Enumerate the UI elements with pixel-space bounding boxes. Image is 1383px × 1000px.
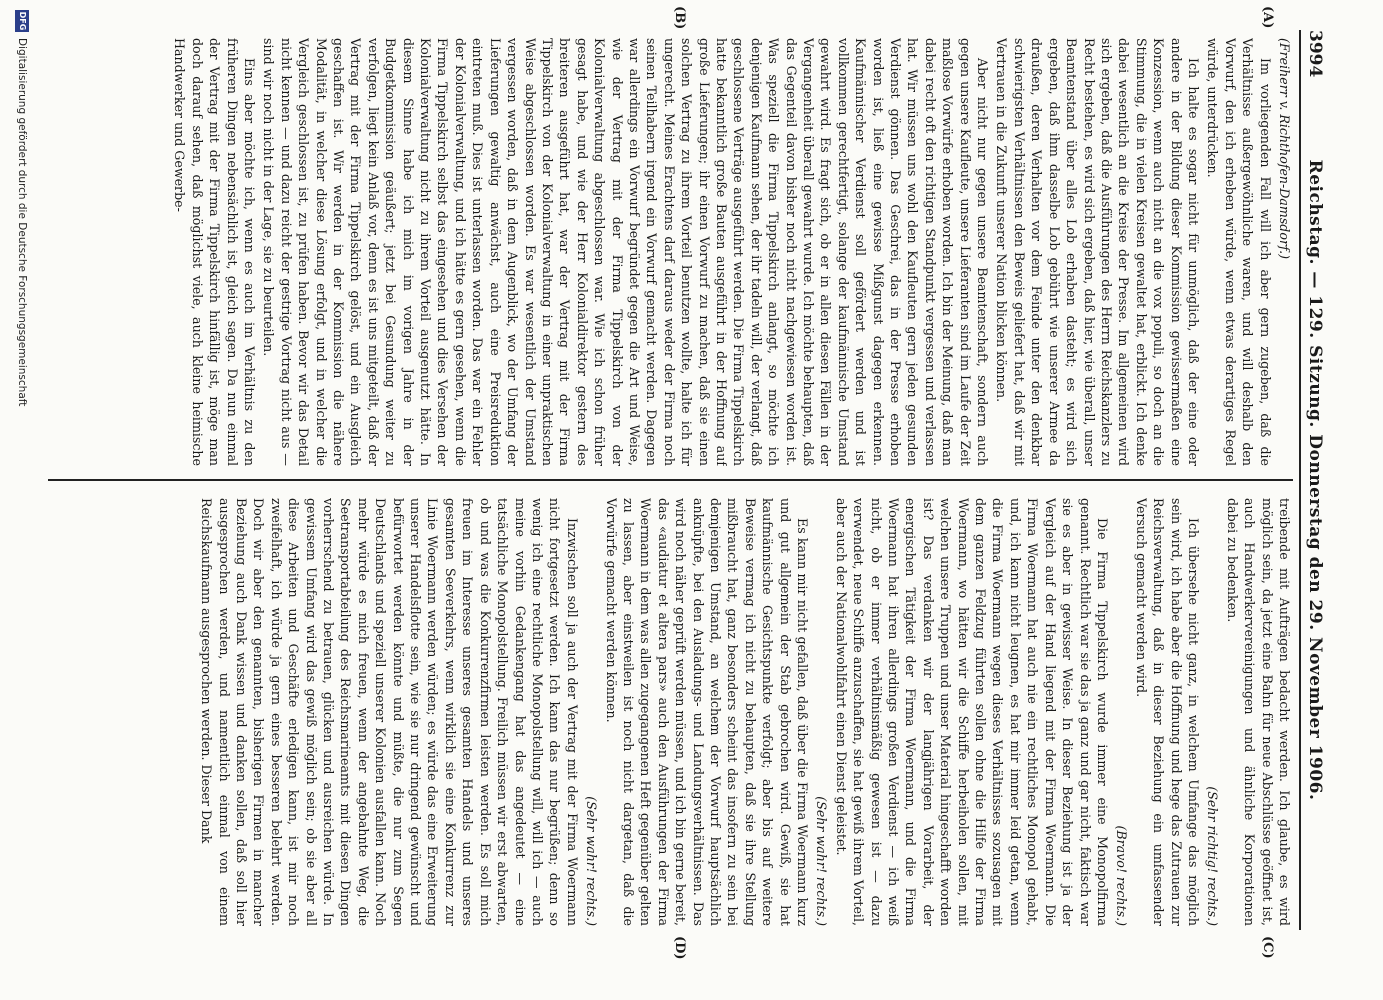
- paragraph: Inzwischen soll ja auch der Vertrag mit der Firma Woermann nicht fortgesetzt werden. Ich kann das nur begrüßen; denn so wenig ich eine rechtliche Monopolstellung will, will ich — auch meine vorhin Gedankengang hat das angedeutet — eine tatsächliche Monopolstellung. Freilich müssen wir erst abwarten, ob und was die Konkurrenzfirmen leisten werden. Es soll mich freuen im Interesse unseres gesamten Handels und unseres gesamten Seeverkehrs, wenn wirklich sie eine Konkurrenz zur Linie Woermann werden würden; es würde das eine Erweiterung unserer Handelsflotte sein, wie sie nur dringend gewünscht und befürwortet werden könnte und müßte, die nur zum Segen Deutschlands und speziell unserer Kolonien ausfallen kann. Noch mehr würde es mich freuen, wenn der angebahnte Weg, die Seetransportabteilung des Reichsmarineamts mit diesen Dingen vorherrschend zu betrauen, glücken und ausreichen würde. In gewissem Umfang wird das gewiß möglich sein; ob sie aber all diese Arbeiten und Geschäfte erledigen kann, ist mir noch zweifelhaft, ich würde ja gern eines besseren belehrt werden. Doch wir aber den genannten, bisherigen Firmen in mancher Beziehung auch Dank wissen und danken sollen, daß soll hier ausgesprochen werden, und namentlich einmal von einem Reichskaufmann ausgesprochen werden. Dieser Dank: [199, 498, 580, 926]
- digitization-credit: [15, 0, 29, 950]
- margin-marker-c: (C): [1260, 936, 1275, 959]
- paragraph: Im vorliegenden Fall will ich aber gern zugeben, daß die Verhältnisse außergewöhnliche waren, und will deshalb den Vorwurf, den ich erheben würde, wenn etwas derartiges Regel würde, unterdrücken.: [1205, 38, 1273, 466]
- speaker-line: (Freiherr v. Richthofen-Damsdorf.): [1277, 38, 1292, 260]
- running-title: Reichstag. — 129. Sitzung. Donnerstag den 29. November 1906.: [1305, 159, 1325, 801]
- paragraph: Eins aber möchte ich, wenn es auch im Verhältnis zu den früheren Dingen nebensächlich ist, gleich sagen. Da nun einmal der Vertrag mit der Firma Tippelskirch hinfällig ist, möge man doch darauf sehen, daß möglichst viele, auch kleine heimische Handwerker und Gewerbe-: [172, 38, 258, 466]
- paragraph: Die Firma Tippelskirch wurde immer eine Monopolfirma genannt. Rechtlich war sie das ja ganz und gar nicht, faktisch war sie es aber in gewisser Weise. In dieser Beziehung ist ja der Vergleich auf der Hand liegend mit der Firma Woermann. Die Firma Woermann hat auch nie ein rechtliches Monopol gehabt, und, ich kann nicht leugnen, es hat mir immer leid getan, wenn die Firma Woermann wegen dieses Verhältnisses sozusagen mit dem ganzen Feldzug führten sollen ohne die Hilfe der Firma Woermann, wo hätten wir die Schiffe herbeiholen sollen, mit welchen unsere Truppen und unser Material hingeschafft worden ist? Das verdanken wir der langjährigen Vorarbeit, der energischen Tätigkeit der Firma Woermann, und die Firma Woermann hat ihren allerdings großen Verdienst — ich weiß nicht, ob er immer verhältnismäßig gewesen ist — dazu verwendet, neue Schiffe anzuschaffen, sie hat gewiß ihrem Vorteil, aber auch der Nationalwohlfahrt einen Dienst geleistet.: [833, 498, 1110, 926]
- page-body: [37, 6, 1327, 960]
- page-number: 3994: [1305, 30, 1325, 78]
- left-column: [48, 38, 1293, 466]
- remark: (Sehr wahr! rechts.): [584, 796, 600, 926]
- paragraph: treibende mit Aufträgen bedacht werden. Ich glaube, es wird möglich sein, da jetzt eine Bahn für neue Abschlüsse geöffnet ist, auch Handwerkervereinigungen und ähnliche Korporationen dabei zu bedenken.: [1224, 498, 1292, 926]
- margin-marker-b: (B): [672, 6, 687, 30]
- right-column: [48, 498, 1293, 926]
- dfg-logo: DFG: [15, 10, 29, 32]
- running-head: [1299, 30, 1327, 930]
- paragraph: Aber nicht nur gegen unsere Beamtenschaft, sondern auch gegen unsere Kaufleute, unsere Lieferanten sind im Laufe der Zeit maßlose Vorwürfe erhoben worden. Ich bin der Meinung, daß man dabei recht oft den richtigen Standpunkt vergessen und verlassen hat. Wir müssen uns wohl den Kaufleuten gern jeden gesunden Verdienst gönnen. Das Geschrei, das in der Presse erhoben worden ist, ließ eine gewisse Mißgunst dagegen erkennen. Kaufmännischer Verdienst soll gefördert werden und ist vollkommen gerechtfertigt, solange der kaufmännische Umstand gewahrt wird. Es fragt sich, ob er in allen diesen Fällen in der Vergangenheit überall gewahrt wurde. Ich möchte behaupten, daß das Gegenteil davon bisher noch nicht nachgewiesen worden ist. Was speziell die Firma Tippelskirch anlangt, so möchte ich denjenigen Kaufmann sehen, der ihr tadeln will, der verlangt, daß geschlossene Verträge ausgeführt werden. Die Firma Tippelskirch hatte bekanntlich große Bauten ausgeführt in der Hoffnung auf große Lieferungen; ihr einen Vorwurf zu machen, daß sie einen solchen Vertrag zu ihrem Vorteil benutzen wollte, halte ich für ungerecht. Meines Erachtens darf daraus weder der Firma noch seinen Teilhabern irgend ein Vorwurf gemacht werden. Dagegen war allerdings ein Vorwurf begründet gegen die Art und Weise, wie der Vertrag mit der Firma Tippelskirch von der Kolonialverwaltung abgeschlossen war. Wie ich schon früher gesagt habe, und wie der Herr Kolonialdirektor gestern des breiteren ausgeführt hat, war der Vertrag mit der Firma Tippelskirch von der Kolonialverwaltung in einer unpraktischen Weise abgeschlossen worden. Es war wesentlich der Umstand vergessen worden, daß in dem Augenblick, wo der Umfang der Lieferungen gewaltig anwächst, auch eine Preisreduktion eintreten muß. Dies ist unterlassen worden. Das war ein Fehler der Kolonialverwaltung, und ich hätte es gern gesehen, wenn die Firma Tippelskirch selbst das eingesehen und dies Versehen der Kolonialverwaltung nicht zu ihrem Vorteil ausgenutzt hätte. In diesem Sinne habe ich mich im vorigen Jahre in der Budgetkommission geäußert; jetzt bei Gesundung weiter zu verfolgen, liegt kein Anlaß vor, denn es ist uns mitgeteilt, daß der Vertrag mit der Firma Tippelskirch gelöst, und ein Ausgleich geschaffen ist. Wir werden in der Kommission die nähere Modalität, in welcher diese Lösung erfolgt, und in welcher die Vergleich geschlossen ist, zu prüfen haben. Bevor wir das Detail nicht kennen — und dazu reicht der gestrige Vortrag nicht aus — sind wir noch nicht in der Lage, sie zu beurteilen.: [261, 38, 991, 466]
- margin-marker-d: (D): [672, 936, 687, 960]
- column-divider: [48, 479, 1293, 481]
- credit-text: Digitalisierung gefördert durch die Deutsche Forschungsgemeinschaft: [16, 38, 28, 407]
- paragraph: Ich halte es sogar nicht für unmöglich, daß der eine oder andere in der Bildung dieser Kommission gewissermaßen eine Konzession, wenn auch nicht an die vox populi, so doch an die Stimmung, die in vielen Kreisen gewaltet hat, erblickt. Ich denke dabei wesentlich an die Kreise der Presse. Im allgemeinen wird sich ergeben, daß die Ausführungen des Herrn Reichskanzlers zu Recht bestehen, es wird sich ergeben, daß hier, wie überall, unser Beamtenstand über alles Lob erhaben dasteht; es wird sich ergeben, daß ihm dasselbe Lob gebührt wie unserer Armee da draußen, deren Verhalten vor dem Feinde unter den denkbar schwierigsten Verhältnissen den Beweis geliefert hat, daß wir mit Vertrauen in die Zukunft unserer Nation blicken können.: [994, 38, 1201, 466]
- remark: (Bravo! rechts.): [1114, 825, 1130, 926]
- remark: (Sehr wahr! rechts.): [814, 796, 830, 926]
- paragraph: Ich übersehe nicht ganz, in welchem Umfange das möglich sein wird, ich habe aber die Hoffnung und hege das Zutrauen zur Reichsverwaltung, daß in dieser Beziehung ein umfassender Versuch gemacht werden wird.: [1133, 498, 1201, 926]
- margin-marker-a: (A): [1260, 6, 1275, 29]
- remark: (Sehr richtig! rechts.): [1205, 786, 1221, 926]
- paragraph: Es kann mir nicht gefallen, daß über die Firma Woermann kurz und gut allgemein der Stab gebrochen wird. Gewiß, sie hat kaufmännische Gesichtspunkte verfolgt; aber bis auf weitere Beweise vermag ich nicht zu behaupten, daß sie ihre Stellung mißbraucht hat, ganz besonders scheint das insofern zu sein bei demjenigen Umstand, an welchem der Vorwurf hauptsächlich anknüpfte, bei den Ausladungs- und Landungsverhältnissen. Das wird noch näher geprüft werden müssen, und ich bin gerne bereit, das «audiatur et altera pars» auch den Ausführungen der Firma Woermann in dem was allen zugegangenen Heft gegenüber gelten zu lassen, aber einstweilen ist noch nicht dargetan, daß die Vorwürfe gemacht werden können.: [603, 498, 811, 926]
